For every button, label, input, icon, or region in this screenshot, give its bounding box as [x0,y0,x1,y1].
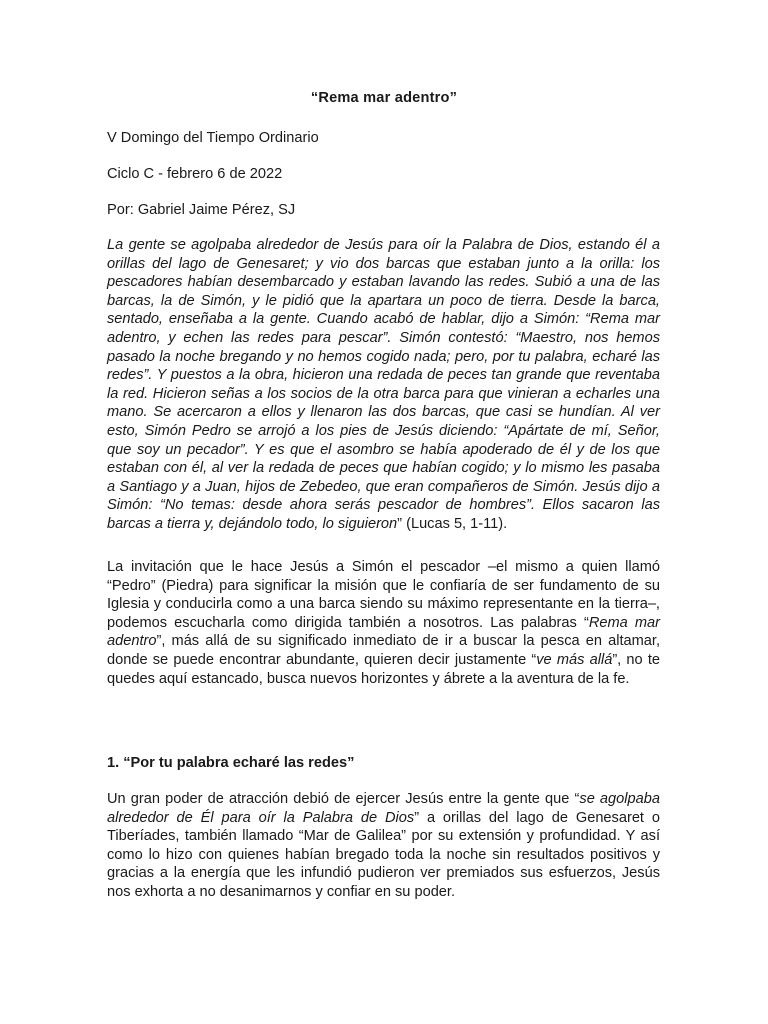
gospel-paragraph [107,236,660,534]
document-title: “Rema mar adentro” [310,90,458,106]
intro-text-1: La invitación que le hace Jesús a Simón el pescador –el mismo a quien llamó “Pedro” (Piedra) para significar la misión que le confiaría de ser fundamento de su Iglesia y conducirla como a una barca siendo su máximo representante en la tierra–, podemos escucharla como dirigida también a nosotros. Las palabras “ [107,559,660,631]
liturgical-day: V Domingo del Tiempo Ordinario [107,130,319,146]
section-1-text-2: ” a orillas del lago de Genesaret o Tiberíades, también llamado “Mar de Galilea” por su extensión y profundidad. Y así como lo hizo con quienes habían bregado toda la noche sin resultados positivos y gracias a la energía que les infundió pudieron ver premiados sus esfuerzos, Jesús nos exhorta a no desanimarnos y confiar en su poder. [107,809,660,900]
gospel-text: La gente se agolpaba alrededor de Jesús para oír la Palabra de Dios, estando él a orillas del lago de Genesaret; y vio dos barcas que estaban junto a la orilla: los pescadores habían desembarcado y estaban lavando las redes. Subió a una de las barcas, la de Simón, y le pidió que la apartara un poco de tierra. Desde la barca, sentado, enseñaba a la gente. Cuando acabó de hablar, dijo a Simón: “Rema mar adentro, y echen las redes para pescar”. Simón contestó: “Maestro, nos hemos pasado la noche bregando y no hemos cogido nada; pero, por tu palabra, echaré las redes”. Y puestos a la obra, hicieron una redada de peces tan grande que reventaba la red. Hicieron señas a los socios de la otra barca para que vinieran a echarles una mano. Se acercaron a ellos y llenaron las dos barcas, que casi se hundían. Al ver esto, Simón Pedro se arrojó a los pies de Jesús diciendo: “Apártate de mí, Señor, que soy un pecador”. Y es que el asombro se había apoderado de él y de los que estaban con él, al ver la redada de peces que habían cogido; y lo mismo les pasaba a Santiago y a Juan, hijos de Zebedeo, que eran compañeros de Simón. Jesús dijo a Simón: “No temas: desde ahora serás pescador de hombres”. Ellos sacaron las barcas a tierra y, dejándolo todo, lo siguieron [107,237,660,532]
cycle-date: Ciclo C - febrero 6 de 2022 [107,166,283,182]
intro-text-3: ”, no te quedes aquí estancado, busca nuevos horizontes y ábrete a la aventura de la fe. [107,651,660,687]
intro-paragraph [107,558,660,688]
section-1-text-1: Un gran poder de atracción debió de ejercer Jesús entre la gente que “ [107,791,580,807]
intro-quote-1: Rema mar adentro [107,614,660,650]
section-1-heading: 1. “Por tu palabra echaré las redes” [107,755,355,771]
intro-text-2: ”, más allá de su significado inmediato de ir a buscar la pesca en altamar, donde se puede encontrar abundante, quieren decir justamente “ [107,633,660,668]
intro-quote-2: ve más allá [536,651,613,668]
section-1-paragraph [107,790,660,902]
section-1-quote: se agolpaba alrededor de Él para oír la Palabra de Dios [107,791,660,826]
author-line: Por: Gabriel Jaime Pérez, SJ [107,202,296,218]
gospel-citation: ” (Lucas 5, 1-11). [397,515,508,532]
